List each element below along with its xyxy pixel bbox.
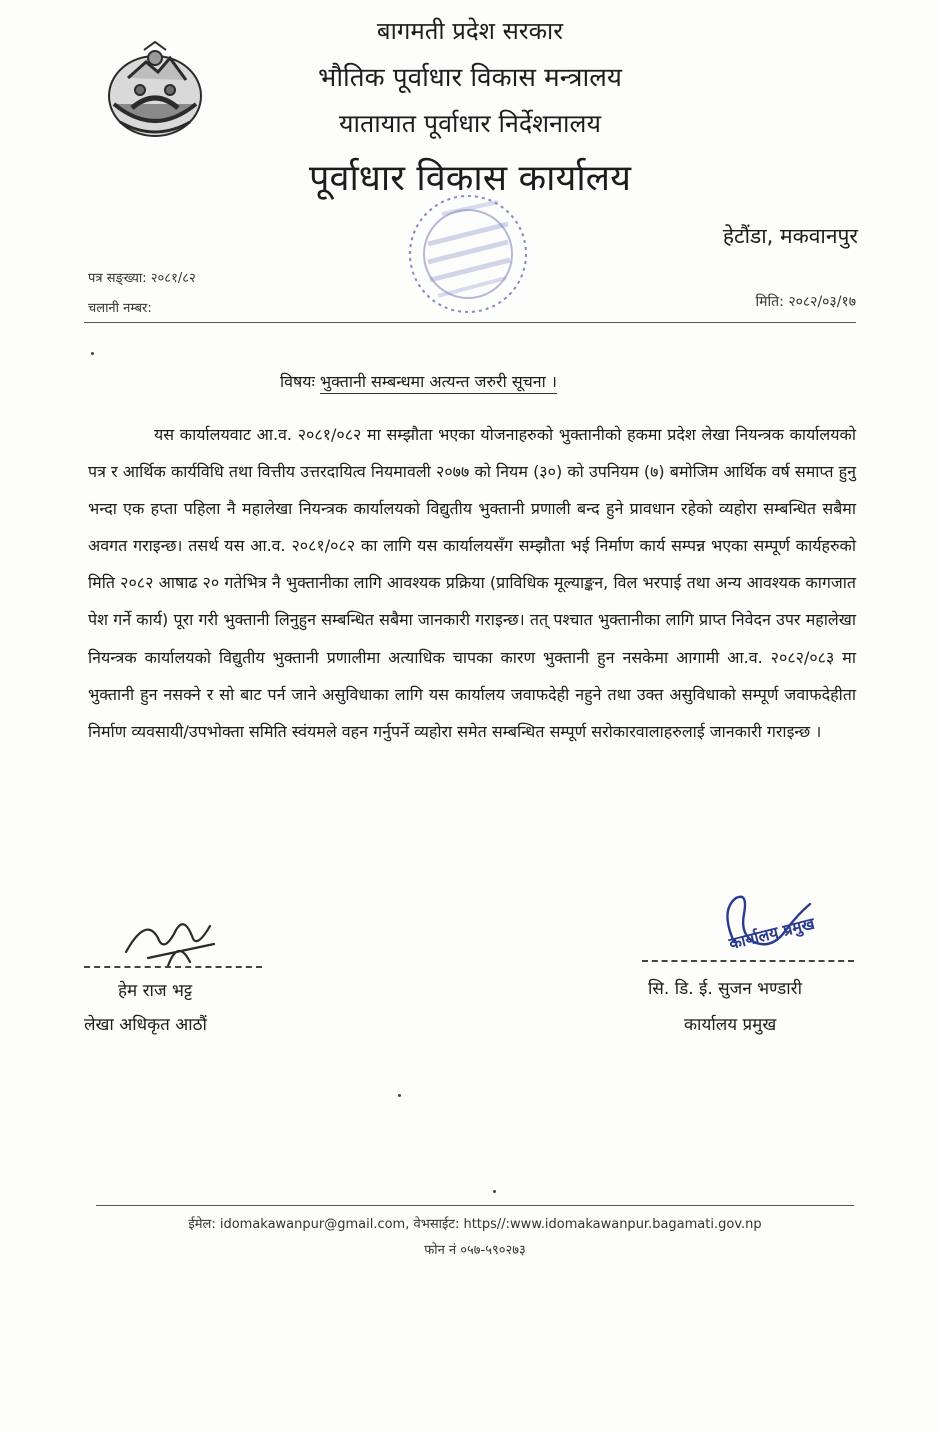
subject-text: भुक्तानी सम्बन्धमा अत्यन्त जरुरी सूचना । [320,372,557,394]
speck [91,352,94,355]
right-signatory-name: सि. डि. ई. सुजन भण्डारी [648,979,802,999]
header-divider [84,322,856,323]
government-emblem-icon [100,38,210,148]
speck [493,1190,496,1193]
left-signature-icon [118,908,228,970]
letterhead-government: बागमती प्रदेश सरकार [376,17,564,45]
letterhead-office-name: पूर्वाधार विकास कार्यालय [309,158,631,199]
left-signatory-title: लेखा अधिकृत आठौं [84,1015,207,1035]
subject-line [280,370,557,392]
footer-divider [96,1205,854,1206]
letter-date: मिति: २०८२/०३/१७ [755,294,856,310]
office-location: हेटौंडा, मकवानपुर [722,224,858,248]
notice-body: यस कार्यालयवाट आ.व. २०८१/०८२ मा सम्झौता भएका योजनाहरुको भुक्तानीको हकमा प्रदेश लेखा नियन्त्रक कार्यालयको पत्र र आर्थिक कार्यविधि तथा वित्तीय उत्तरदायित्व नियमावली २०७७ को नियम (३०) को उपनियम (७) बमोजिम आर्थिक वर्ष समाप्त हुनु भन्दा एक हप्ता पहिला नै महालेखा नियन्त्रक कार्यालयको विद्युतीय भुक्तानी प्रणाली बन्द हुने प्रावधान रहेको व्यहोरा सम्बन्धित सबैमा अवगत गराइन्छ। तसर्थ यस आ.व. २०८१/०८२ का लागि यस कार्यालयसँग सम्झौता भई निर्माण कार्य सम्पन्न भएका सम्पूर्ण कार्यहरुको मिति २०८२ आषाढ २० गतेभित्र नै भुक्तानीका लागि आवश्यक प्रक्रिया (प्राविधिक मूल्याङ्कन, विल भरपाई तथा अन्य आवश्यक कागजात पेश गर्ने कार्य) पूरा गरी भुक्तानी लिनुहुन सम्बन्धित सबैमा जानकारी गराइन्छ। तत् पश्चात भुक्तानीका लागि प्राप्त निवेदन उपर महालेखा नियन्त्रक कार्यालयको विद्युतीय भुक्तानी प्रणालीमा अत्याधिक चापका कारण भुक्तानी हुन नसकेमा आगामी आ.व. २०८२/०८३ मा भुक्तानी हुन नसक्ने र सो बाट पर्न जाने असुविधाका लागि यस कार्यालय जवाफदेही नहुने तथा उक्त असुविधाको सम्पूर्ण जवाफदेहीता निर्माण व्यवसायी/उपभोक्ता समिति स्वंयमले वहन गर्नुपर्ने व्यहोरा समेत सम्बन्धित सम्पूर्ण सरोकारवालाहरुलाई जानकारी गराइन्छ । [88,425,856,741]
footer-contact-info: ईमेल: idomakawanpur@gmail.com, वेभसाईट: https//:www.idomakawanpur.bagamati.gov.np [188,1217,762,1232]
dispatch-number: चलानी नम्बर: [88,301,152,316]
right-designation-stamp: कार्यालय प्रमुख [727,913,817,954]
left-signature-line [84,966,262,968]
footer-phone-number: फोन नं ०५७-५९०२७३ [424,1243,526,1258]
right-signatory-title: कार्यालय प्रमुख [684,1015,777,1035]
reference-number: पत्र सङ्ख्या: २०८१/८२ [88,271,196,286]
speck [398,1094,401,1097]
letterhead-directorate: यातायात पूर्वाधार निर्देशनालय [339,109,601,138]
left-signatory-name: हेम राज भट्ट [118,981,193,1001]
letterhead-ministry: भौतिक पूर्वाधार विकास मन्त्रालय [318,63,622,93]
right-signature-line [642,960,854,962]
office-seal-stamp-icon [398,184,538,324]
subject-label: विषयः [280,372,315,391]
